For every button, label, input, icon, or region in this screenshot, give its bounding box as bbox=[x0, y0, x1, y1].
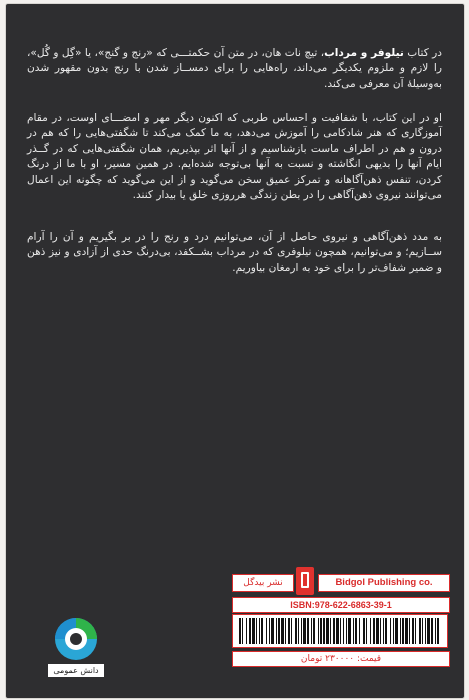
publisher-row bbox=[228, 573, 452, 592]
isbn-label: ISBN:978-622-6863-39-1 bbox=[232, 597, 450, 613]
blurb-paragraph-2: او در این کتاب، با شفافیت و احساس طربی که اکنون دیگر مهر و امضـــای اوست، در مقام آموزگاری که هنر شادکامی را آموزش می‌دهد، به ما کمک می‌کند تا شگفتی‌هایی را که هم در درون و هم در اطراف ماست بازشناسیم و از آنها اثر بپذیریم، همان شگفتی‌هایی که در گــذر ایام آنها را بدیهی انگاشته و نسبت به آنها بی‌توجه شده‌ایم. در همین مسیر، او با ما از درنگ کردن، تنفس ذهن‌آگاهانه و تمرکز عمیق سخن می‌گوید و از این می‌گوید که چگونه این اعمال می‌توانند نیروی ذهن‌آگاهی را در بطن زندگی هرروزی خلق یا بیدار کنند. bbox=[27, 112, 442, 202]
book-title-bold: نیلوفر و مرداب bbox=[324, 47, 404, 59]
series-label: دانش عمومی bbox=[48, 664, 104, 677]
blurb-paragraph-1 bbox=[27, 46, 442, 92]
publisher-name-en: Bidgol Publishing co. bbox=[318, 574, 450, 592]
blurb-text: در کتاب bbox=[403, 47, 442, 59]
publisher-logo-icon bbox=[296, 567, 314, 595]
barcode-icon bbox=[233, 615, 447, 647]
blurb-text: ، تیچ نات هان، در متن آن حکمتـــی که «رنج و گنج»، یا «گِل و گُل»، را لازم و ملزوم یکدیگر می‌داند، راه‌هایی را برای دمســاز شدن با رنج بدون مقهور شدن به‌وسیلهٔ آن معرفی می‌کند. bbox=[27, 47, 442, 90]
publisher-block bbox=[228, 573, 452, 665]
blurb-paragraph-3: به مدد ذهن‌آگاهی و نیروی حاصل از آن، می‌توانیم درد و رنج را در بر بگیریم و آن را آرام ســازیم؛ و می‌توانیم، همچون نیلوفری که در مرداب بشــکفد، بی‌درنگ حدی از آزادی و نیز ذهن و ضمیر شفاف‌تر را برای خود به ارمغان بیاوریم. bbox=[27, 231, 442, 274]
price-label: قیمت: ۲۳۰۰۰۰ تومان bbox=[232, 651, 450, 667]
series-logo-icon bbox=[54, 617, 98, 661]
publisher-name-fa: نشر بیدگل bbox=[232, 574, 294, 592]
barcode bbox=[232, 614, 448, 648]
